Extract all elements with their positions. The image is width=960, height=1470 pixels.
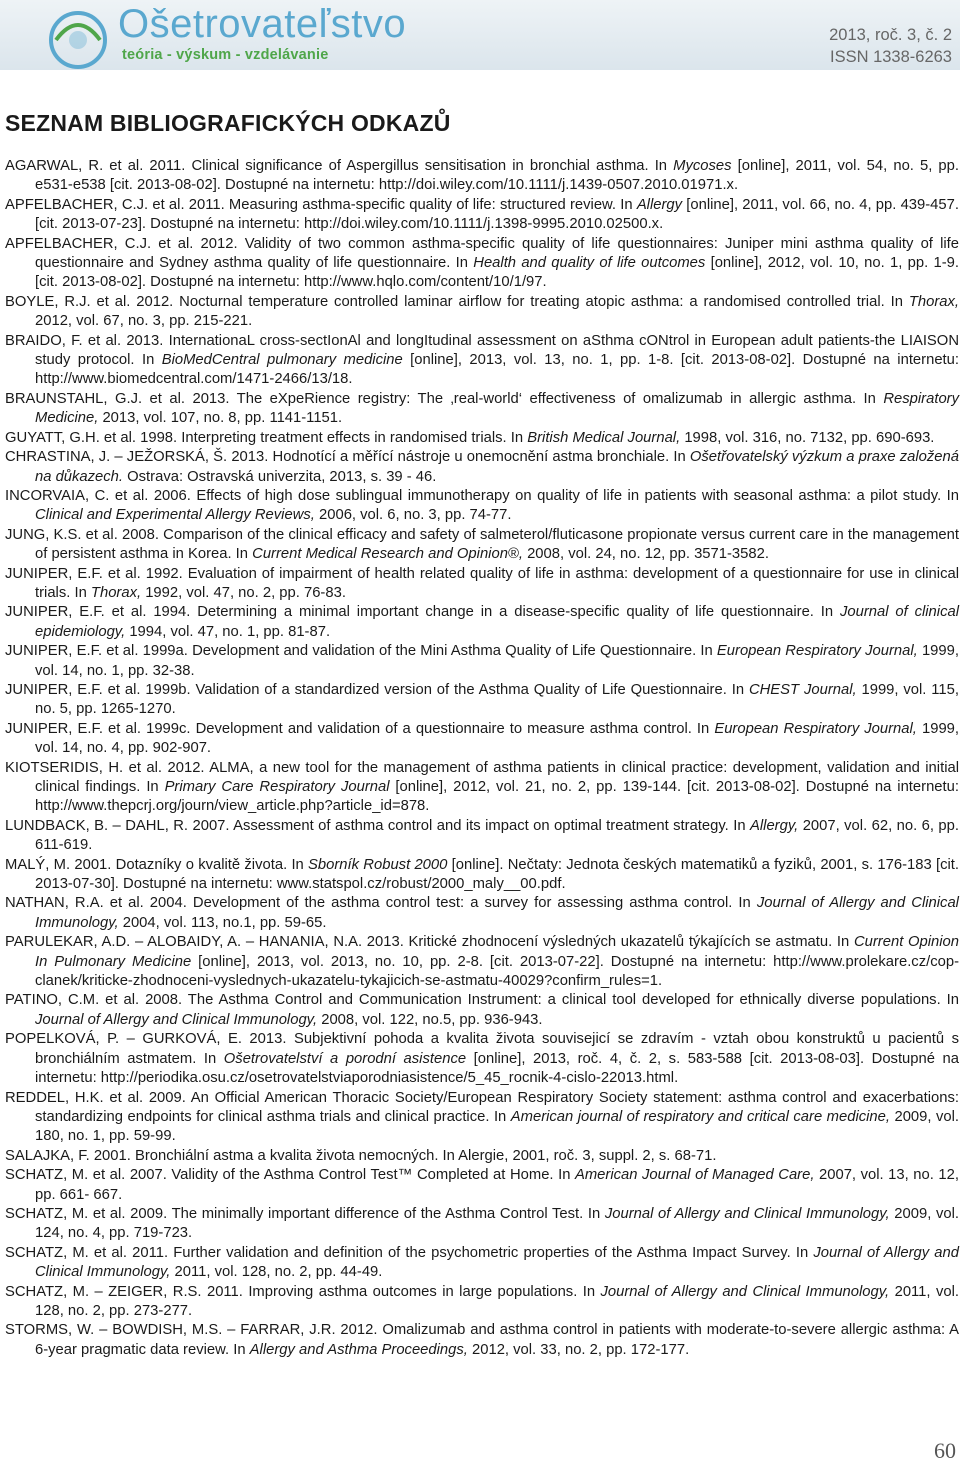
reference-source-title: Health and quality of life outcomes xyxy=(473,255,706,272)
journal-subtitle: teória - výskum - vzdelávanie xyxy=(122,47,329,63)
reference-item xyxy=(5,390,959,429)
reference-source-title: Allergy, xyxy=(750,817,799,834)
reference-text: SCHATZ, M. – ZEIGER, R.S. 2011. Improving asthma outcomes in large populations. In xyxy=(5,1283,601,1300)
reference-text: 2012, vol. 67, no. 3, pp. 215-221. xyxy=(35,313,253,330)
reference-source-title: Journal of Allergy and Clinical Immunology, xyxy=(35,895,959,931)
reference-text: 2011, vol. 128, no. 2, pp. 273-277. xyxy=(35,1283,959,1319)
reference-item xyxy=(5,1147,959,1166)
reference-text: BOYLE, R.J. et al. 2012. Nocturnal temperature controlled laminar airflow for treating atopic asthma: a randomised controlled trial. In xyxy=(5,293,909,310)
reference-item xyxy=(5,157,959,196)
reference-item xyxy=(5,487,959,526)
reference-text: [online], 2012, vol. 21, no. 2, pp. 139-144. [cit. 2013-08-02]. Dostupné na internetu: http://www.thepcrj.org/journ/view_article.php?article_id=878. xyxy=(35,779,959,815)
reference-item xyxy=(5,642,959,681)
reference-source-title: American Journal of Managed Care, xyxy=(574,1167,815,1184)
reference-text: [online], 2011, vol. 66, no. 4, pp. 439-457. [cit. 2013-07-23]. Dostupné na internetu: http://doi.wiley.com/10.1111/j.1398-9995.2010.02500.x. xyxy=(35,196,959,233)
reference-text: 1999, vol. 14, no. 1, pp. 32-38. xyxy=(35,643,959,679)
reference-source-title: Journal of Allergy and Clinical Immunology, xyxy=(604,1205,890,1222)
reference-text: STORMS, W. – BOWDISH, M.S. – FARRAR, J.R. 2012. Omalizumab and asthma control in patients with moderate-to-severe allergic asthma: A 6-year pragmatic data review. In xyxy=(5,1322,959,1358)
reference-text: [online], 2011, vol. 54, no. 5, pp. e531-e538 [cit. 2013-08-02]. Dostupné na internetu: http://doi.wiley.com/10.1111/j.1439-0507.2010.01971.x. xyxy=(35,158,959,194)
reference-source-title: Sborník Robust 2000 xyxy=(308,856,448,873)
reference-text: 2011, vol. 128, no. 2, pp. 44-49. xyxy=(170,1264,383,1281)
reference-source-title: Journal of clinical epidemiology, xyxy=(35,604,959,640)
reference-item xyxy=(5,720,959,759)
reference-item xyxy=(5,1030,959,1088)
reference-text: JUNIPER, E.F. et al. 1992. Evaluation of impairment of health related quality of life in asthma: development of a questionnaire for use in clinical trials. In xyxy=(5,565,959,601)
reference-text: 2009, vol. 124, no. 4, pp. 719-723. xyxy=(35,1205,959,1242)
reference-item xyxy=(5,235,959,293)
reference-text: CHRASTINA, J. – JEŽORSKÁ, Š. 2013. Hodnotící a měřící nástroje u onemocnění astma bronchiale. In xyxy=(5,449,690,466)
reference-text: MALÝ, M. 2001. Dotazníky o kvalitě života. In xyxy=(5,856,309,873)
reference-item xyxy=(5,293,959,332)
reference-source-title: Mycoses xyxy=(673,158,732,174)
reference-source-title: Clinical and Experimental Allergy Reviews, xyxy=(35,507,315,524)
reference-source-title: Journal of Allergy and Clinical Immunology, xyxy=(35,1244,959,1281)
reference-text: APFELBACHER, C.J. et al. 2012. Validity of two common asthma-specific quality of life questionnaires: Juniper mini asthma quality of life questionnaire and Sydney asthma quality of life questionnaire. In xyxy=(5,235,959,272)
reference-text: JUNG, K.S. et al. 2008. Comparison of the clinical efficacy and safety of salmeterol/fluticasone propionate versus current care in the management of persistent asthma in Korea. In xyxy=(5,526,959,563)
reference-text: [online], 2013, vol. 13, no. 1, pp. 1-8. [cit. 2013-08-02]. Dostupné na internetu: http://www.biomedcentral.com/1471-2466/13/18. xyxy=(35,352,960,388)
page-number: 60 xyxy=(934,1438,956,1463)
page-title: SEZNAM BIBLIOGRAFICKÝCH ODKAZŮ xyxy=(5,110,451,136)
reference-text: JUNIPER, E.F. et al. 1999c. Development and validation of a questionnaire to measure asthma control. In xyxy=(5,720,715,737)
issn: ISSN 1338-6263 xyxy=(829,48,952,66)
reference-source-title: Current Medical Research and Opinion®, xyxy=(252,546,523,563)
reference-text: JUNIPER, E.F. et al. 1999b. Validation of a standardized version of the Asthma Quality of Life Questionnaire. In xyxy=(5,681,749,698)
reference-item xyxy=(5,933,959,991)
reference-text: LUNDBACK, B. – DAHL, R. 2007. Assessment of asthma control and its impact on optimal treatment strategy. In xyxy=(5,817,750,834)
reference-source-title: European Respiratory Journal, xyxy=(714,720,917,737)
reference-source-title: Journal of Allergy and Clinical Immunology, xyxy=(35,1011,318,1028)
reference-item xyxy=(5,429,959,448)
reference-text: 1999, vol. 115, no. 5, pp. 1265-1270. xyxy=(35,681,960,718)
reference-source-title: BioMedCentral pulmonary medicine xyxy=(161,352,403,369)
reference-source-title: Ošetrovatelství a porodní asistence xyxy=(223,1050,467,1067)
reference-source-title: British Medical Journal, xyxy=(527,429,681,446)
reference-source-title: Journal of Allergy and Clinical Immunology, xyxy=(600,1283,890,1300)
reference-text: INCORVAIA, C. et al. 2006. Effects of high dose sublingual immunotherapy on quality of life in patients with seasonal asthma: a pilot study. In xyxy=(5,487,959,504)
reference-text: 2008, vol. 24, no. 12, pp. 3571-3582. xyxy=(522,546,769,563)
reference-text: SCHATZ, M. et al. 2009. The minimally important difference of the Asthma Control Test. In xyxy=(5,1205,605,1222)
reference-item xyxy=(5,856,959,895)
reference-item xyxy=(5,565,959,604)
reference-item xyxy=(5,332,959,390)
reference-text: 1999, vol. 14, no. 4, pp. 902-907. xyxy=(35,720,960,757)
reference-text: 2009, vol. 180, no. 1, pp. 59-99. xyxy=(35,1108,960,1145)
reference-text: 2012, vol. 33, no. 2, pp. 172-177. xyxy=(467,1341,690,1358)
reference-source-title: American journal of respiratory and critical care medicine, xyxy=(510,1108,890,1125)
reference-text: GUYATT, G.H. et al. 1998. Interpreting treatment effects in randomised trials. In xyxy=(5,429,528,446)
reference-text: AGARWAL, R. et al. 2011. Clinical significance of Aspergillus sensitisation in bronchial asthma. In xyxy=(5,158,674,174)
reference-item xyxy=(5,894,959,933)
reference-text: PARULEKAR, A.D. – ALOBAIDY, A. – HANANIA, N.A. 2013. Kritické zhodnocení výsledných ukazatelů týkajících se astmatu. In xyxy=(5,934,854,951)
reference-text: BRAUNSTAHL, G.J. et al. 2013. The eXpeRience registry: The ‚real-world‘ effectiveness of omalizumab in allergic asthma. In xyxy=(5,390,884,407)
reference-item xyxy=(5,991,959,1030)
reference-text: BRAIDO, F. et al. 2013. InternationaL cross-sectIonAl and longItudinal assessment on aSthma cONtrol in European adult patients-the LIAISON study protocol. In xyxy=(5,332,959,369)
reference-text: [online], 2012, vol. 10, no. 1, pp. 1-9. [cit. 2013-08-02]. Dostupné na internetu: http://www.hqlo.com/content/10/1/97. xyxy=(35,255,959,291)
reference-text: SALAJKA, F. 2001. Bronchiální astma a kvalita života nemocných. In Alergie, 2001, roč. 3, suppl. 2, s. 68-71. xyxy=(5,1147,717,1164)
reference-source-title: CHEST Journal, xyxy=(748,681,857,698)
reference-text: 2013, vol. 107, no. 8, pp. 1141-1151. xyxy=(98,410,343,427)
issue-number: 2013, roč. 3, č. 2 xyxy=(829,26,952,44)
reference-text: KIOTSERIDIS, H. et al. 2012. ALMA, a new tool for the management of asthma patients in clinical practice: development, validation and initial clinical findings. In xyxy=(5,759,959,795)
reference-text: 2007, vol. 13, no. 12, pp. 661- 667. xyxy=(35,1167,959,1203)
reference-item xyxy=(5,1283,959,1322)
journal-title: Ošetrovateľstvo xyxy=(118,2,407,46)
reference-item xyxy=(5,1244,959,1283)
reference-item xyxy=(5,1321,959,1360)
reference-source-title: Thorax, xyxy=(90,584,142,601)
reference-item xyxy=(5,1205,959,1244)
reference-text: 2007, vol. 62, no. 6, pp. 611-619. xyxy=(35,817,959,854)
reference-source-title: Respiratory Medicine, xyxy=(35,390,959,427)
reference-text: REDDEL, H.K. et al. 2009. An Official American Thoracic Society/European Respiratory Society statement: asthma control and exacerbations: standardizing endpoints for clinical asthma trials and clinical practice. In xyxy=(5,1089,959,1125)
reference-source-title: Current Opinion In Pulmonary Medicine xyxy=(35,934,959,970)
reference-source-title: Ošetřovatelský výzkum a praxe založená na důkazech. xyxy=(35,449,959,485)
reference-source-title: Allergy xyxy=(636,196,683,213)
reference-item xyxy=(5,817,959,856)
reference-text: Ostrava: Ostravská univerzita, 2013, s. 39 - 46. xyxy=(123,468,437,485)
reference-text: [online], 2013, vol. 2013, no. 10, pp. 2-8. [cit. 2013-07-22]. Dostupné na internetu: http://www.prolekare.cz/cop-clanek/kriticke-zhodnoceni-vyslednych-ukazatelu-tykajicich-se-astmatu-40029?confirm_rules=1. xyxy=(35,953,959,990)
reference-item xyxy=(5,1166,959,1205)
reference-item xyxy=(5,448,959,487)
reference-text: PATINO, C.M. et al. 2008. The Asthma Control and Communication Instrument: a clinical tool developed for ethnically diverse populations. In xyxy=(5,992,959,1009)
journal-logo-icon xyxy=(42,0,114,72)
reference-item xyxy=(5,526,959,565)
reference-text: 1992, vol. 47, no. 2, pp. 76-83. xyxy=(141,584,346,601)
reference-text: 2004, vol. 113, no.1, pp. 59-65. xyxy=(118,914,327,931)
page-header xyxy=(0,0,960,80)
reference-source-title: Allergy and Asthma Proceedings, xyxy=(249,1341,468,1358)
reference-text: SCHATZ, M. et al. 2007. Validity of the Asthma Control Test™ Completed at Home. In xyxy=(5,1167,575,1184)
reference-list xyxy=(5,157,959,1360)
reference-item xyxy=(5,681,959,720)
reference-item xyxy=(5,1089,959,1147)
reference-source-title: Primary Care Respiratory Journal xyxy=(164,779,390,795)
reference-text: NATHAN, R.A. et al. 2004. Development of the asthma control test: a survey for assessing asthma control. In xyxy=(5,895,757,912)
reference-source-title: European Respiratory Journal, xyxy=(716,643,918,660)
reference-text: POPELKOVÁ, P. – GURKOVÁ, E. 2013. Subjektivní pohoda a kvalita života souvisejicí se zdravím - vztah obou konstruktů u pacientů s bronchiálním astmatem. In xyxy=(5,1031,959,1067)
reference-text: 1994, vol. 47, no. 1, pp. 81-87. xyxy=(125,623,331,640)
reference-text: [online]. Nečtaty: Jednota českých matematiků a fyziků, 2001, s. 176-183 [cit. 2013-07-30]. Dostupné na internetu: www.statspol.cz/robust/2000_maly__00.pdf. xyxy=(35,856,959,893)
reference-text: 2006, vol. 6, no. 3, pp. 74-77. xyxy=(314,507,512,524)
reference-item xyxy=(5,196,959,235)
reference-item xyxy=(5,759,959,817)
reference-text: JUNIPER, E.F. et al. 1999a. Development and validation of the Mini Asthma Quality of Life Questionnaire. In xyxy=(5,643,717,660)
reference-text: 1998, vol. 316, no. 7132, pp. 690-693. xyxy=(680,429,935,446)
reference-text: 2008, vol. 122, no.5, pp. 936-943. xyxy=(317,1011,543,1028)
reference-text: SCHATZ, M. et al. 2011. Further validation and definition of the psychometric properties of the Asthma Impact Survey. In xyxy=(5,1244,814,1261)
reference-text: JUNIPER, E.F. et al. 1994. Determining a minimal important change in a disease-specific quality of life questionnaire. In xyxy=(5,604,840,621)
issue-info xyxy=(829,24,952,68)
reference-text: APFELBACHER, C.J. et al. 2011. Measuring asthma-specific quality of life: structured review. In xyxy=(5,196,637,213)
reference-source-title: Thorax, xyxy=(908,293,959,310)
reference-item xyxy=(5,603,959,642)
reference-text: [online], 2013, roč. 4, č. 2, s. 583-588 [cit. 2013-08-03]. Dostupné na internetu: http://periodika.osu.cz/osetrovatelstviaporodniasistence/5_45_rocnik-4-cislo-22013.html. xyxy=(35,1050,959,1087)
